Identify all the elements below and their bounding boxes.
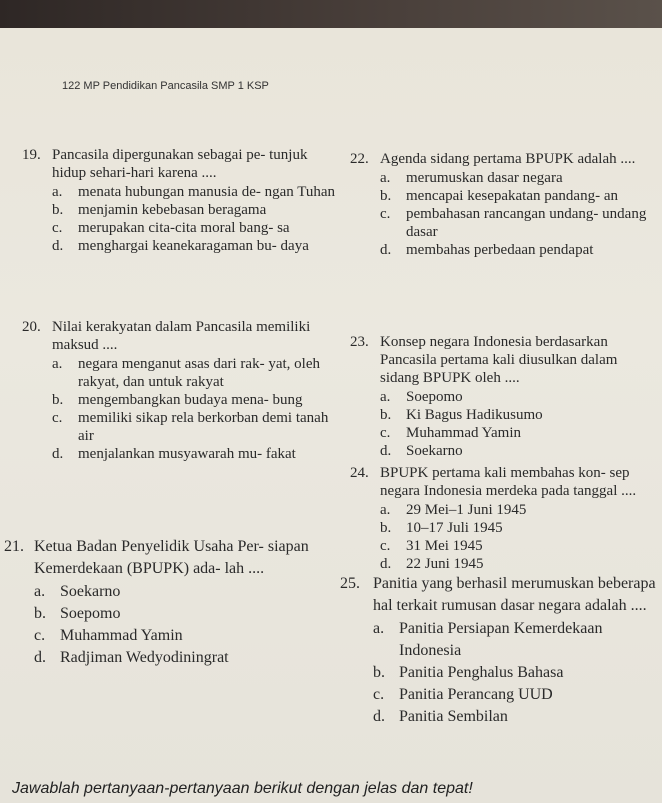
option-b: b. mencapai kesepakatan pandang- an xyxy=(380,188,618,204)
question-number: 25. xyxy=(340,575,360,592)
question-number: 19. xyxy=(22,147,41,163)
page-header: 122 MP Pendidikan Pancasila SMP 1 KSP xyxy=(62,80,269,92)
question-number: 22. xyxy=(350,151,369,167)
option-c: c. Muhammad Yamin xyxy=(380,425,522,441)
option-a: a. Soepomo xyxy=(380,389,463,405)
question-19 xyxy=(22,146,337,255)
question-stem: Ketua Badan Penyelidik Usaha Per- siapan Kemerdekaan (BPUPK) ada- lah .... xyxy=(34,538,309,577)
section-instruction: Jawablah pertanyaan-pertanyaan berikut dengan jelas dan tepat! xyxy=(12,780,473,797)
option-b: b. mengembangkan budaya mena- bung xyxy=(52,392,303,408)
option-d: d. Radjiman Wedyodiningrat xyxy=(34,649,229,666)
question-23 xyxy=(350,333,650,460)
option-d: d. 22 Juni 1945 xyxy=(380,556,484,572)
option-c: c. memiliki sikap rela berkorban demi tanah air xyxy=(52,410,329,444)
option-d: d. Soekarno xyxy=(380,443,463,459)
question-stem: Agenda sidang pertama BPUPK adalah .... xyxy=(380,151,636,167)
option-c: c. Panitia Perancang UUD xyxy=(373,686,553,703)
question-24 xyxy=(350,464,650,573)
option-c: c. merupakan cita-cita moral bang- sa xyxy=(52,220,290,236)
question-number: 21. xyxy=(4,538,24,555)
option-b: b. Panitia Penghalus Bahasa xyxy=(373,664,564,681)
option-c: c. pembahasan rancangan undang- undang dasar xyxy=(380,206,647,240)
question-21 xyxy=(4,536,339,669)
question-stem: Panitia yang berhasil merumuskan beberapa hal terkait rumusan dasar negara adalah .... xyxy=(373,575,656,614)
question-number: 23. xyxy=(350,334,369,350)
question-number: 24. xyxy=(350,465,369,481)
option-a: a. Panitia Persiapan Kemerdekaan Indonesia xyxy=(373,620,603,659)
option-d: d. membahas perbedaan pendapat xyxy=(380,242,594,258)
option-a: a. merumuskan dasar negara xyxy=(380,170,563,186)
question-20 xyxy=(22,318,337,463)
option-a: a. Soekarno xyxy=(34,583,121,600)
question-25 xyxy=(340,573,658,728)
option-d: d. Panitia Sembilan xyxy=(373,708,508,725)
option-d: d. menjalankan musyawarah mu- fakat xyxy=(52,446,296,462)
question-stem: BPUPK pertama kali membahas kon- sep negara Indonesia merdeka pada tanggal .... xyxy=(380,465,637,499)
option-b: b. Soepomo xyxy=(34,605,121,622)
option-a: a. 29 Mei–1 Juni 1945 xyxy=(380,502,527,518)
option-b: b. Ki Bagus Hadikusumo xyxy=(380,407,543,423)
question-stem: Konsep negara Indonesia berdasarkan Pancasila pertama kali diusulkan dalam sidang BPUPK oleh .... xyxy=(380,334,618,386)
question-stem: Nilai kerakyatan dalam Pancasila memiliki maksud .... xyxy=(52,319,311,353)
option-b: b. menjamin kebebasan beragama xyxy=(52,202,267,218)
option-b: b. 10–17 Juli 1945 xyxy=(380,520,503,536)
option-c: c. Muhammad Yamin xyxy=(34,627,183,644)
option-d: d. menghargai keanekaragaman bu- daya xyxy=(52,238,309,254)
option-a: a. negara menganut asas dari rak- yat, oleh rakyat, dan untuk rakyat xyxy=(52,356,320,390)
question-number: 20. xyxy=(22,319,41,335)
question-stem: Pancasila dipergunakan sebagai pe- tunjuk hidup sehari-hari karena .... xyxy=(52,147,308,181)
option-c: c. 31 Mei 1945 xyxy=(380,538,483,554)
question-22 xyxy=(350,150,650,259)
option-a: a. menata hubungan manusia de- ngan Tuhan xyxy=(52,184,336,200)
